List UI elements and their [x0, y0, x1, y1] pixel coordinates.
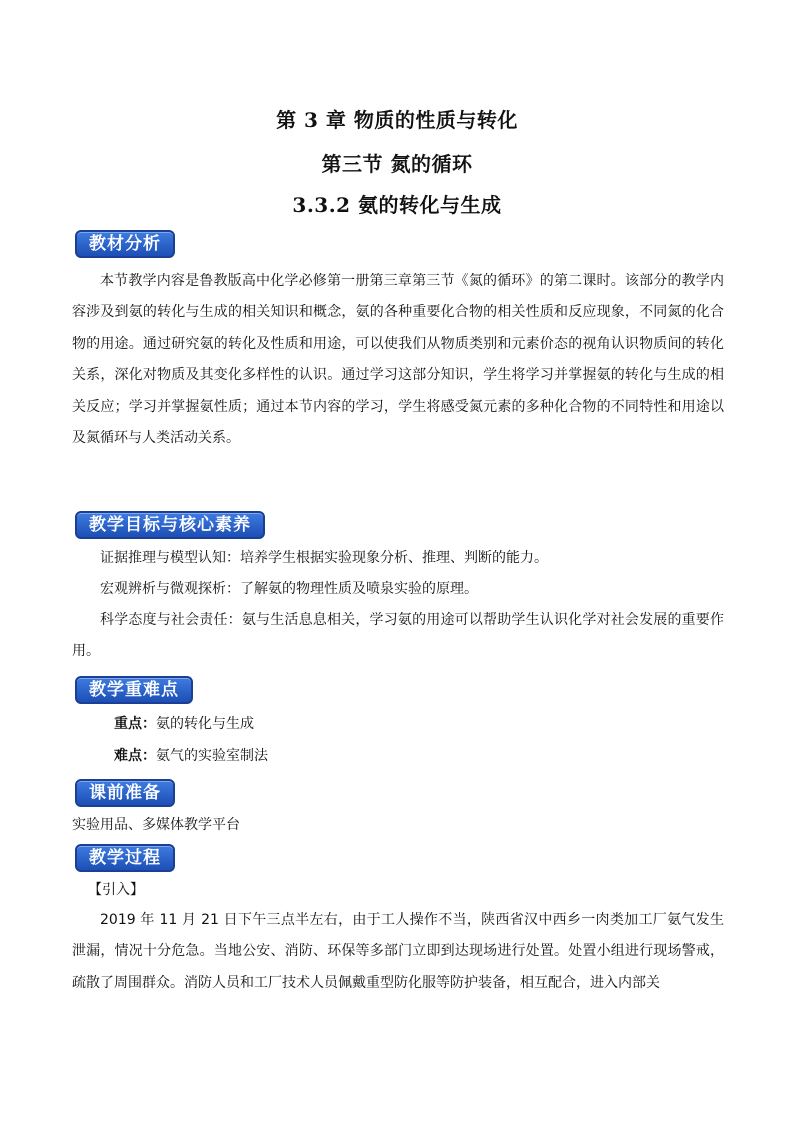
chapter-title: 第 3 章 物质的性质与转化	[276, 108, 518, 132]
goal-item-attitude: 科学态度与社会责任：氨与生活息息相关，学习氨的用途可以帮助学生认识化学对社会发展的重要作用。	[72, 612, 724, 660]
analysis-paragraph: 本节教学内容是鲁教版高中化学必修第一册第三章第三节《氮的循环》的第二课时。该部分的教学内容涉及到氨的转化与生成的相关知识和概念，氨的各种重要化合物的相关性质和反应现象，不同氮的化合物的用途。通过研究氨的转化及性质和用途，可以使我们从物质类别和元素价态的视角认识物质间的转化关系，深化对物质及其变化多样性的认识。通过学习这部分知识，学生将学习并掌握氨的转化与生成的相关反应；学习并掌握氨性质；通过本节内容的学习，学生将感受氮元素的多种化合物的不同特性和用途以及氮循环与人类活动关系。	[72, 273, 724, 447]
intro-paragraph: 2019 年 11 月 21 日下午三点半左右，由于工人操作不当，陕西省汉中西乡一肉类加工厂氨气发生泄漏，情况十分危急。当地公安、消防、环保等多部门立即到达现场进行处置。处置小组进行现场警戒，疏散了周围群众。消防人员和工厂技术人员佩戴重型防化服等防护装备，相互配合，进入内部关	[72, 912, 724, 991]
analysis-heading-badge: 教材分析	[75, 230, 175, 258]
section-title: 第三节 氮的循环	[321, 152, 473, 176]
intro-label: 【引入】	[88, 882, 144, 898]
difficult-point-row	[114, 746, 268, 766]
difficult-point-text: 氨气的实验室制法	[156, 748, 268, 764]
lesson-title: 3.3.2 氨的转化与生成	[292, 193, 502, 217]
key-points-heading-badge: 教学重难点	[75, 676, 193, 704]
preparation-text: 实验用品、多媒体教学平台	[72, 817, 240, 833]
goal-item-macro-micro: 宏观辨析与微观探析：了解氨的物理性质及喷泉实验的原理。	[100, 581, 478, 597]
key-point-label: 重点：	[114, 716, 156, 732]
difficult-point-label: 难点：	[114, 748, 156, 764]
process-heading-badge: 教学过程	[75, 844, 175, 872]
key-point-text: 氨的转化与生成	[156, 716, 254, 732]
preparation-heading-badge: 课前准备	[75, 779, 175, 807]
goal-item-evidence: 证据推理与模型认知：培养学生根据实验现象分析、推理、判断的能力。	[100, 550, 548, 566]
key-point-row	[114, 714, 254, 734]
goals-heading-badge: 教学目标与核心素养	[75, 511, 265, 539]
